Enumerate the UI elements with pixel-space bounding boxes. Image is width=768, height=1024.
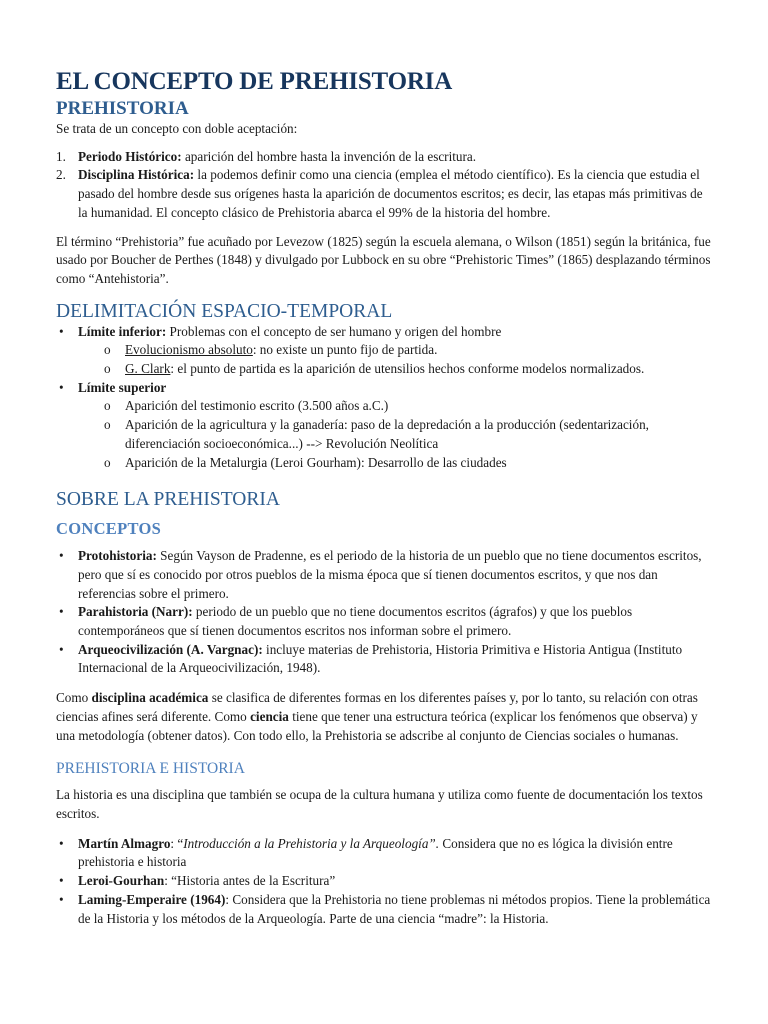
bullet-marker: • (59, 641, 64, 657)
item-text: : el punto de partida es la aparición de utensilios hechos conforme modelos normalizados. (170, 361, 645, 377)
item-italic-title: Introducción a la Prehistoria y la Arqueología”. (183, 835, 440, 851)
sub-list-item (56, 360, 712, 379)
item-term: Laming-Emperaire (1964) (78, 891, 226, 907)
list-item (56, 547, 712, 603)
item-text: : no existe un punto fijo de partida. (252, 342, 438, 358)
para-bold-term: ciencia (250, 708, 289, 724)
sub-list-item (56, 341, 712, 360)
list-number: 1. (56, 148, 66, 164)
list-item (56, 323, 712, 342)
heading-prehistoria: PREHISTORIA (56, 98, 189, 119)
delimitacion-list (56, 323, 712, 473)
heading-delimitacion: DELIMITACIÓN ESPACIO-TEMPORAL (56, 300, 393, 322)
list-item (56, 835, 712, 872)
prehistoria-intro: Se trata de un concepto con doble aceptación: (56, 121, 298, 136)
item-term: Límite superior (78, 379, 167, 395)
item-text: Según Vayson de Pradenne, es el periodo de la historia de un pueblo que no tiene documentos escritos, pero que sí es conocido por otros pueblos de la misma época que sí tienen documentos escritos, y que nos dan referencias sobre el primero. (78, 548, 702, 601)
para-text: tiene que tener una estructura teórica (explicar los fenómenos que observa) y una metodología (obtener datos). Con todo ello, la Prehistoria se adscribe al conjunto de Ciencias sociales o humanas. (56, 708, 698, 743)
list-item (56, 166, 712, 222)
list-item (56, 379, 712, 398)
heading-prehistoria-historia: PREHISTORIA E HISTORIA (56, 760, 245, 778)
item-term: Arqueocivilización (A. Vargnac): (78, 641, 263, 657)
circle-marker: o (104, 342, 111, 358)
item-term: Martín Almagro (78, 835, 171, 851)
historia-list (56, 835, 712, 929)
item-text: Problemas con el concepto de ser humano y origen del hombre (166, 323, 502, 339)
item-text: aparición del hombre hasta la invención de la escritura. (181, 148, 477, 164)
definitions-list (56, 148, 712, 223)
para-text: Como (56, 690, 92, 706)
list-item (56, 148, 712, 167)
item-underlined-term: G. Clark (125, 361, 171, 377)
bullet-marker: • (59, 323, 64, 339)
item-text: : “Historia antes de la Escritura” (164, 873, 336, 889)
circle-marker: o (104, 398, 111, 414)
sub-list-item (56, 416, 712, 453)
item-term: Leroi-Gourhan (78, 873, 165, 889)
bullet-marker: • (59, 604, 64, 620)
bullet-marker: • (59, 891, 64, 907)
list-item (56, 872, 712, 891)
item-text: Aparición de la agricultura y la ganadería: paso de la depredación a la producción (sedentarización, diferenciación socioeconómica...) --> Revolución Neolítica (125, 417, 649, 451)
item-text: periodo de un pueblo que no tiene documentos escritos (ágrafos) y que los pueblos contemporáneos que sí tienen documentos escritos nos informan sobre el primero. (78, 604, 633, 639)
item-text: la podemos definir como una ciencia (emplea el método científico). Es la ciencia que estudia el pasado del hombre desde sus orígenes hasta la aparición de documentos escritos; es decir, las etapas más primitivas de la humanidad. El concepto clásico de Prehistoria abarca el 99% de la historia del hombre. (78, 167, 703, 220)
heading-sobre: SOBRE LA PREHISTORIA (56, 489, 280, 511)
item-text: : Considera que la Prehistoria no tiene problemas ni métodos propios. Tiene la problemática de la Historia y los métodos de la Arqueología. Parte de una ciencia “madre”: la Historia. (78, 891, 711, 926)
item-text: Aparición de la Metalurgia (Leroi Gourham): Desarrollo de las ciudades (125, 454, 507, 470)
sub-list-item (56, 454, 712, 473)
item-term: Límite inferior: (78, 323, 167, 339)
historia-intro: La historia es una disciplina que también se ocupa de la cultura humana y utiliza como fuente de documentación los textos escritos. (56, 787, 703, 821)
item-text: Aparición del testimonio escrito (3.500 años a.C.) (125, 398, 389, 414)
prehistoria-paragraph: El término “Prehistoria” fue acuñado por Levezow (1825) según la escuela alemana, o Wilson (1851) según la británica, fue usado por Boucher de Perthes (1848) y divulgado por Lubbock en su obre “Prehistoric Times” (1865) desplazando términos como “Antehistoria”. (56, 233, 711, 286)
document-title: EL CONCEPTO DE PREHISTORIA (56, 68, 453, 95)
item-term: Disciplina Histórica: (78, 167, 195, 183)
heading-conceptos: CONCEPTOS (56, 519, 162, 539)
para-bold-term: disciplina académica (91, 690, 209, 706)
list-item (56, 641, 712, 678)
item-term: Periodo Histórico: (78, 148, 182, 164)
list-item (56, 891, 712, 928)
circle-marker: o (104, 454, 111, 470)
bullet-marker: • (59, 548, 64, 564)
list-number: 2. (56, 167, 66, 183)
circle-marker: o (104, 361, 111, 377)
item-term: Protohistoria: (78, 548, 157, 564)
item-underlined-term: Evolucionismo absoluto (125, 342, 253, 358)
item-text: Considera que no es lógica la división entre prehistoria e historia (78, 835, 673, 870)
bullet-marker: • (59, 873, 64, 889)
item-text: incluye materias de Prehistoria, Historia Primitiva e Historia Antigua (Instituto Internacional de la Arqueocivilización, 1948). (78, 641, 683, 676)
item-text: : “ (170, 835, 184, 851)
bullet-marker: • (59, 835, 64, 851)
item-term: Parahistoria (Narr): (78, 604, 193, 620)
disciplina-paragraph (56, 689, 712, 745)
sub-list-item (56, 397, 712, 416)
conceptos-list (56, 547, 712, 678)
para-text: se clasifica de diferentes formas en los diferentes países y, por lo tanto, su relación con otras ciencias afines será diferente. Como (56, 690, 698, 724)
list-item (56, 603, 712, 640)
circle-marker: o (104, 417, 111, 433)
bullet-marker: • (59, 379, 64, 395)
